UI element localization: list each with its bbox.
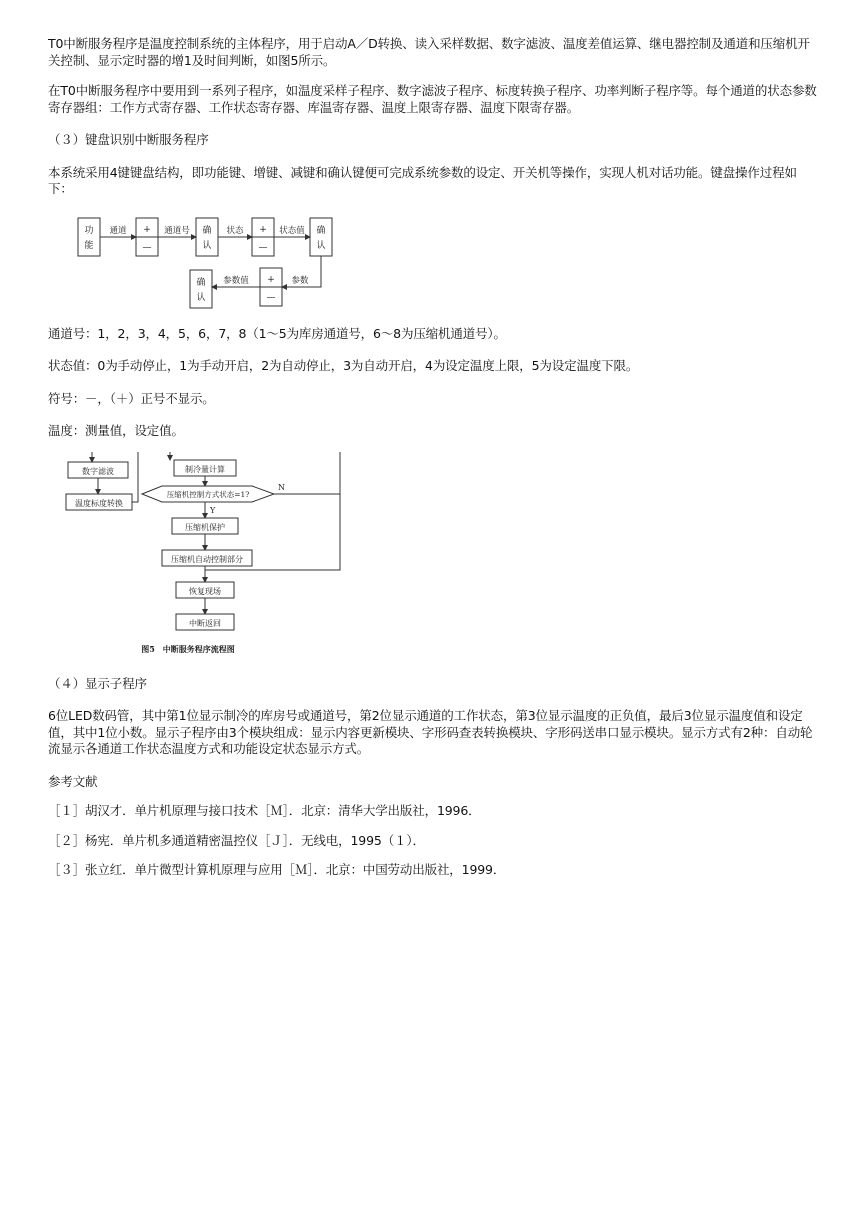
svg-text:认: 认 xyxy=(316,240,326,251)
reference-item: ［２］杨宪．单片机多通道精密温控仪［Ｊ］．无线电，1995（１）． xyxy=(48,832,425,848)
reference-item: ［１］胡汉才．单片机原理与接口技术［Ｍ］．北京：清华大学出版社，1996． xyxy=(48,803,481,818)
svg-text:恢复现场: 恢复现场 xyxy=(189,586,221,596)
svg-text:温度标度转换: 温度标度转换 xyxy=(75,498,123,508)
paragraph-temperature: 温度：测量值，设定值。 xyxy=(48,423,184,438)
svg-text:—: — xyxy=(258,242,268,253)
svg-text:通道: 通道 xyxy=(109,225,127,236)
reference-list xyxy=(48,803,820,879)
paragraph-t0-intro: T0中断服务程序是温度控制系统的主体程序，用于启动A／D转换、读入采样数据、数字滤波、温度差值运算、继电器控制及通道和压缩机开关控制、显示定时器的增1及时间判断，如图5所示。 xyxy=(48,36,810,68)
paragraph-subroutines: 在T0中断服务程序中要用到一系列子程序，如温度采样子程序、数字滤波子程序、标度转换子程序、功率判断子程序等。每个通道的状态参数寄存器组：工作方式寄存器、工作状态寄存器、库温寄存器、温度上限寄存器、温度下限寄存器。 xyxy=(48,83,817,115)
paragraph-display: 6位LED数码管，其中第1位显示制冷的库房号或通道号，第2位显示通道的工作状态，第3位显示温度的正负值，最后3位显示温度值和设定值，其中1位小数。显示子程序由3个模块组成：显示内容更新模块、字形码查表转换模块、字形码送串口显示模块。显示方式有2种：自动轮流显示各通道工作状态温度方式和功能设定状态显示方式。 xyxy=(48,708,813,756)
svg-text:能: 能 xyxy=(84,240,94,251)
svg-text:+: + xyxy=(267,274,275,285)
references-heading: 参考文献 xyxy=(48,773,98,789)
svg-text:压缩机保护: 压缩机保护 xyxy=(185,522,225,532)
interrupt-flowchart xyxy=(62,452,352,662)
svg-text:—: — xyxy=(142,242,152,253)
section-heading-display: （４）显示子程序 xyxy=(48,675,147,691)
svg-text:压缩机控制方式状态=1?: 压缩机控制方式状态=1? xyxy=(166,489,250,499)
svg-text:参数: 参数 xyxy=(291,275,309,286)
reference-item: ［３］张立红．单片微型计算机原理与应用［Ｍ］．北京：中国劳动出版社，1999． xyxy=(48,862,506,877)
svg-text:图5 中断服务程序流程图: 图5 中断服务程序流程图 xyxy=(141,643,235,654)
svg-text:通道号: 通道号 xyxy=(164,225,190,236)
svg-text:+: + xyxy=(259,224,267,235)
svg-text:功: 功 xyxy=(84,225,94,236)
svg-text:确: 确 xyxy=(202,225,212,236)
svg-text:认: 认 xyxy=(196,292,206,303)
document-page xyxy=(48,36,820,879)
svg-text:N: N xyxy=(278,482,285,492)
svg-text:参数值: 参数值 xyxy=(223,275,249,286)
svg-text:中断返回: 中断返回 xyxy=(189,618,221,628)
section-heading-keyboard: （３）键盘识别中断服务程序 xyxy=(48,132,209,147)
svg-text:—: — xyxy=(266,292,276,303)
svg-text:确: 确 xyxy=(316,225,326,236)
svg-text:+: + xyxy=(143,224,151,235)
svg-text:确: 确 xyxy=(196,277,206,288)
svg-text:状态值: 状态值 xyxy=(279,225,305,236)
svg-text:Y: Y xyxy=(210,505,216,515)
svg-text:认: 认 xyxy=(202,240,212,251)
svg-text:状态: 状态 xyxy=(226,225,244,236)
paragraph-channel-number: 通道号：1，2，3，4，5，6，7，8（1～5为库房通道号，6～8为压缩机通道号）。 xyxy=(48,325,506,341)
keyboard-operation-diagram xyxy=(74,214,344,310)
svg-text:压缩机自动控制部分: 压缩机自动控制部分 xyxy=(171,554,243,564)
svg-text:制冷量计算: 制冷量计算 xyxy=(185,464,225,474)
paragraph-state-value: 状态值：0为手动停止，1为手动开启，2为自动停止，3为自动开启，4为设定温度上限，5为设定温度下限。 xyxy=(48,358,639,373)
svg-text:数字滤波: 数字滤波 xyxy=(82,466,114,476)
paragraph-sign: 符号：－，（＋）正号不显示。 xyxy=(48,390,215,406)
paragraph-keyboard: 本系统采用4键键盘结构，即功能键、增键、减键和确认键便可完成系统参数的设定、开关机等操作，实现人机对话功能。键盘操作过程如下： xyxy=(48,164,797,196)
